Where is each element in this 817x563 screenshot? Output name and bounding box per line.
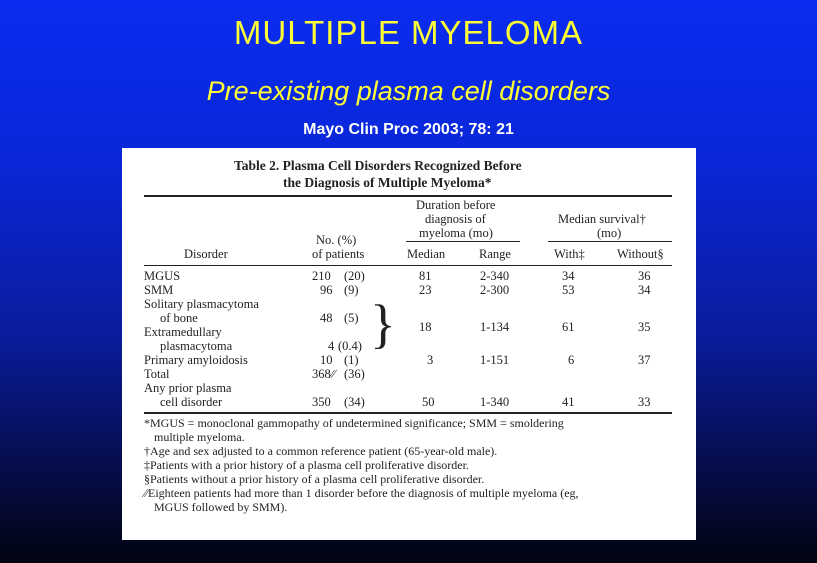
cell-no: 48 [320,311,333,325]
cell-no: 210 [312,269,331,283]
cell-median: 3 [427,353,434,367]
footnote: §Patients without a prior history of a plasma cell proliferative disorder. [144,472,485,486]
duration-rule [406,241,520,242]
cell-range: 2-340 [480,269,510,283]
cell-median: 18 [419,320,432,334]
cell-disorder: MGUS [144,269,181,283]
cell-disorder-cont: plasmacytoma [160,339,233,353]
cell-disorder: Solitary plasmacytoma [144,297,259,311]
cell-with: 53 [562,283,575,297]
cell-disorder: Extramedullary [144,325,222,339]
footnote: *MGUS = monoclonal gammopathy of undetermined significance; SMM = smoldering [144,416,564,430]
cell-range: 1-151 [480,353,510,367]
cell-without: 35 [638,320,651,334]
header-with: With‡ [554,247,585,261]
table-caption-line-2: the Diagnosis of Multiple Myeloma* [283,175,492,190]
header-duration-1: Duration before [416,198,496,212]
top-rule [144,195,672,197]
citation: Mayo Clin Proc 2003; 78: 21 [303,121,514,138]
cell-without: 37 [638,353,651,367]
table-figure [122,148,696,540]
cell-no: 368∕∕ [312,367,335,381]
cell-disorder: SMM [144,283,174,297]
header-range: Range [479,247,511,261]
footnote: †Age and sex adjusted to a common reference patient (65-year-old male). [144,444,498,458]
cell-median: 81 [419,269,432,283]
header-disorder: Disorder [184,247,228,261]
header-survival-1: Median survival† [558,212,646,226]
cell-disorder-cont: cell disorder [160,395,223,409]
header-no-pct-2: of patients [312,247,365,261]
cell-disorder: Primary amyloidosis [144,353,248,367]
cell-pct: (36) [344,367,365,381]
cell-no: 350 [312,395,331,409]
table-caption-line-1: Table 2. Plasma Cell Disorders Recognized Before [234,158,522,173]
cell-with: 6 [568,353,575,367]
footnote: MGUS followed by SMM). [154,500,288,514]
cell-without: 34 [638,283,651,297]
slide-subtitle: Pre-existing plasma cell disorders [206,76,611,106]
header-rule [144,265,672,266]
cell-disorder-cont: of bone [160,311,198,325]
cell-pct: (5) [344,311,359,325]
cell-disorder: Any prior plasma [144,381,232,395]
cell-range: 1-340 [480,395,510,409]
cell-without: 36 [638,269,651,283]
cell-with: 34 [562,269,575,283]
cell-median: 23 [419,283,432,297]
cell-pct: (0.4) [338,339,362,353]
footnote: ‡Patients with a prior history of a plasma cell proliferative disorder. [144,458,469,472]
header-duration-3: myeloma (mo) [419,226,493,240]
header-without: Without§ [617,247,664,261]
cell-no: 10 [320,353,333,367]
footnote: ∕∕Eighteen patients had more than 1 disorder before the diagnosis of multiple myeloma (eg, [144,486,579,500]
footnote: multiple myeloma. [154,430,245,444]
bottom-rule [144,412,672,414]
header-duration-2: diagnosis of [425,212,486,226]
survival-rule [548,241,672,242]
cell-pct: (9) [344,283,359,297]
cell-without: 33 [638,395,651,409]
slide-title: MULTIPLE MYELOMA [233,14,584,51]
cell-pct: (1) [344,353,359,367]
cell-with: 61 [562,320,575,334]
header-survival-2: (mo) [597,226,622,240]
cell-no: 96 [320,283,333,297]
cell-no: 4 [328,339,335,353]
header-median: Median [407,247,446,261]
cell-median: 50 [422,395,435,409]
cell-range: 2-300 [480,283,510,297]
cell-with: 41 [562,395,575,409]
cell-disorder: Total [144,367,170,381]
brace-glyph: } [370,294,396,354]
cell-pct: (34) [344,395,365,409]
cell-pct: (20) [344,269,365,283]
header-no-pct-1: No. (%) [316,233,357,247]
cell-range: 1-134 [480,320,510,334]
